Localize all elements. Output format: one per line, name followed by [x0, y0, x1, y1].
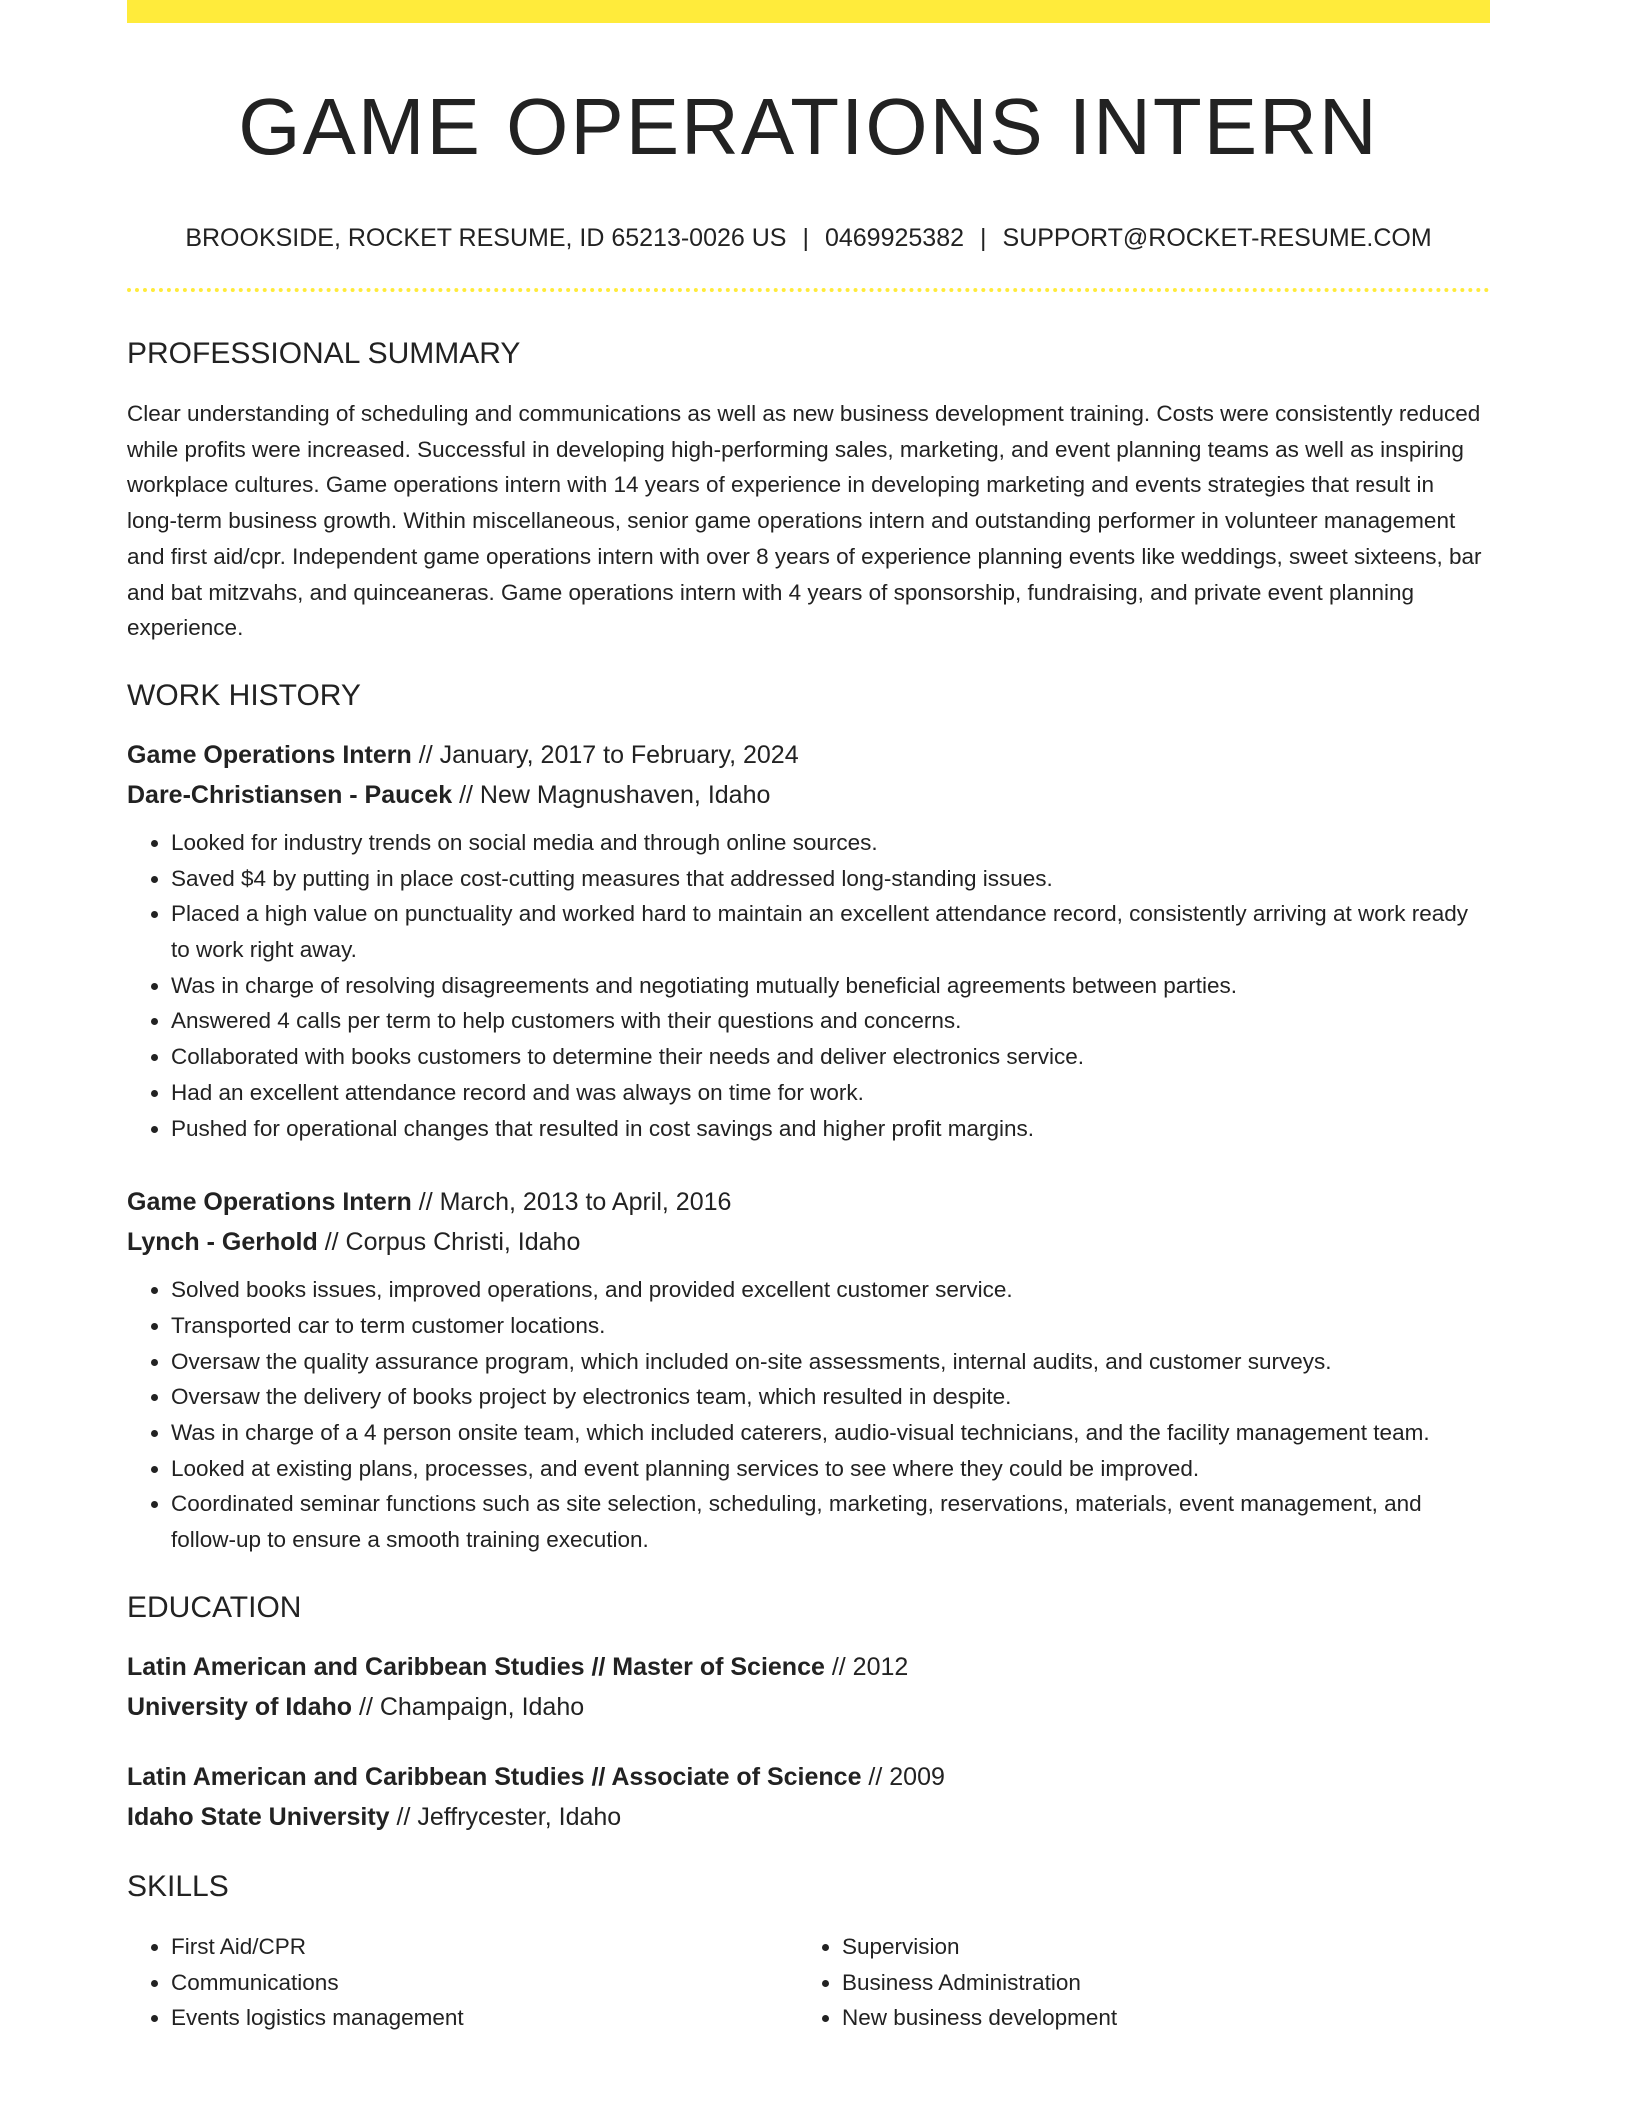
- accent-bar: [127, 0, 1490, 23]
- education-location: // Jeffrycester, Idaho: [389, 1802, 622, 1831]
- education-school-line: [127, 1797, 1490, 1837]
- job-company: Lynch - Gerhold: [127, 1228, 318, 1257]
- job-title: Game Operations Intern: [127, 740, 412, 769]
- skill-item: • First Aid/CPR: [171, 1929, 798, 1965]
- education-degree: Latin American and Caribbean Studies // Master of Science: [127, 1652, 825, 1681]
- job-title: Game Operations Intern: [127, 1188, 412, 1217]
- skills-list-left: [127, 1929, 798, 2036]
- list-item: • Had an excellent attendance record and was always on time for work.: [171, 1075, 1490, 1111]
- list-item: • Collaborated with books customers to determine their needs and deliver electronics service.: [171, 1039, 1490, 1075]
- job-title-line: [127, 1182, 1490, 1222]
- skill-item: • Business Administration: [842, 1965, 1469, 2001]
- list-item: • Solved books issues, improved operations, and provided excellent customer service.: [171, 1272, 1490, 1308]
- summary-text: Clear understanding of scheduling and communications as well as new business development training. Costs were consistently reduced while profits were increased. Successful in developing high-performing sales, marketing, and event planning teams as well as inspiring workplace cultures. Game operations intern with 14 years of experience in developing marketing and events strategies that result in long-term business growth. Within miscellaneous, senior game operations intern and outstanding performer in volunteer management and first aid/cpr. Independent game operations intern with over 8 years of experience planning events like weddings, sweet sixteens, bar and bat mitzvahs, and quinceaneras. Game operations intern with 4 years of sponsorship, fundraising, and private event planning experience.: [127, 401, 1482, 641]
- education-heading: EDUCATION: [127, 1590, 302, 1624]
- education-location: // Champaign, Idaho: [352, 1692, 585, 1721]
- list-item: • Oversaw the quality assurance program, which included on-site assessments, internal audits, and customer surveys.: [171, 1344, 1490, 1380]
- job-company-line: [127, 775, 1490, 815]
- list-item: • Answered 4 calls per term to help customers with their questions and concerns.: [171, 1003, 1490, 1039]
- skill-item: • New business development: [842, 2000, 1469, 2036]
- list-item: • Was in charge of a 4 person onsite team, which included caterers, audio-visual technicians, and the facility management team.: [171, 1415, 1490, 1451]
- work-history-heading: WORK HISTORY: [127, 678, 361, 712]
- education-degree-line: [127, 1757, 1490, 1797]
- job-bullets: [127, 1272, 1490, 1558]
- job-dates: // January, 2017 to February, 2024: [411, 740, 799, 769]
- list-item: • Pushed for operational changes that resulted in cost savings and higher profit margins.: [171, 1111, 1490, 1147]
- skill-item: • Supervision: [842, 1929, 1469, 1965]
- summary-heading: PROFESSIONAL SUMMARY: [127, 337, 521, 370]
- education-year: // 2009: [861, 1762, 945, 1791]
- list-item: • Transported car to term customer locations.: [171, 1308, 1490, 1344]
- header-divider: [127, 288, 1490, 292]
- list-item: • Oversaw the delivery of books project by electronics team, which resulted in despite.: [171, 1379, 1490, 1415]
- skills-heading: SKILLS: [127, 1869, 229, 1903]
- job-company-line: [127, 1222, 1490, 1262]
- education-degree-line: [127, 1647, 1490, 1687]
- skills-list-right: [798, 1929, 1469, 2036]
- education-entry: [127, 1757, 1490, 1837]
- resume-content: [127, 23, 1490, 2036]
- education-degree: Latin American and Caribbean Studies // Associate of Science: [127, 1762, 862, 1791]
- list-item: • Looked for industry trends on social media and through online sources.: [171, 825, 1490, 861]
- education-school: University of Idaho: [127, 1692, 353, 1721]
- skill-item: • Events logistics management: [171, 2000, 798, 2036]
- job-company: Dare-Christiansen - Paucek: [127, 780, 453, 809]
- contact-separator: |: [802, 224, 809, 252]
- education-entry: [127, 1647, 1490, 1727]
- job-dates: // March, 2013 to April, 2016: [411, 1188, 732, 1217]
- job-bullets: [127, 825, 1490, 1146]
- contact-separator: |: [980, 224, 987, 252]
- job-title-line: [127, 735, 1490, 775]
- contact-email[interactable]: SUPPORT@ROCKET-RESUME.COM: [1002, 224, 1432, 252]
- education-school-line: [127, 1687, 1490, 1727]
- job-entry: [127, 1182, 1490, 1558]
- list-item: • Looked at existing plans, processes, and event planning services to see where they could be improved.: [171, 1451, 1490, 1487]
- contact-address: BROOKSIDE, ROCKET RESUME, ID 65213-0026 US: [185, 224, 787, 252]
- job-location: // Corpus Christi, Idaho: [317, 1228, 581, 1257]
- list-item: • Saved $4 by putting in place cost-cutting measures that addressed long-standing issues.: [171, 861, 1490, 897]
- list-item: • Placed a high value on punctuality and worked hard to maintain an excellent attendance record, consistently arriving at work ready to work right away.: [171, 896, 1490, 967]
- contact-phone[interactable]: 0469925382: [824, 224, 965, 252]
- education-school: Idaho State University: [127, 1802, 390, 1831]
- contact-line: [127, 223, 1490, 253]
- resume-title: GAME OPERATIONS INTERN: [238, 82, 1379, 171]
- skill-item: • Communications: [171, 1965, 798, 2001]
- list-item: • Coordinated seminar functions such as site selection, scheduling, marketing, reservations, materials, event management, and follow-up to ensure a smooth training execution.: [171, 1486, 1490, 1557]
- job-location: // New Magnushaven, Idaho: [452, 780, 771, 809]
- list-item: • Was in charge of resolving disagreements and negotiating mutually beneficial agreements between parties.: [171, 968, 1490, 1004]
- education-year: // 2012: [824, 1652, 909, 1681]
- skills-columns: [127, 1929, 1490, 2036]
- job-entry: [127, 735, 1490, 1146]
